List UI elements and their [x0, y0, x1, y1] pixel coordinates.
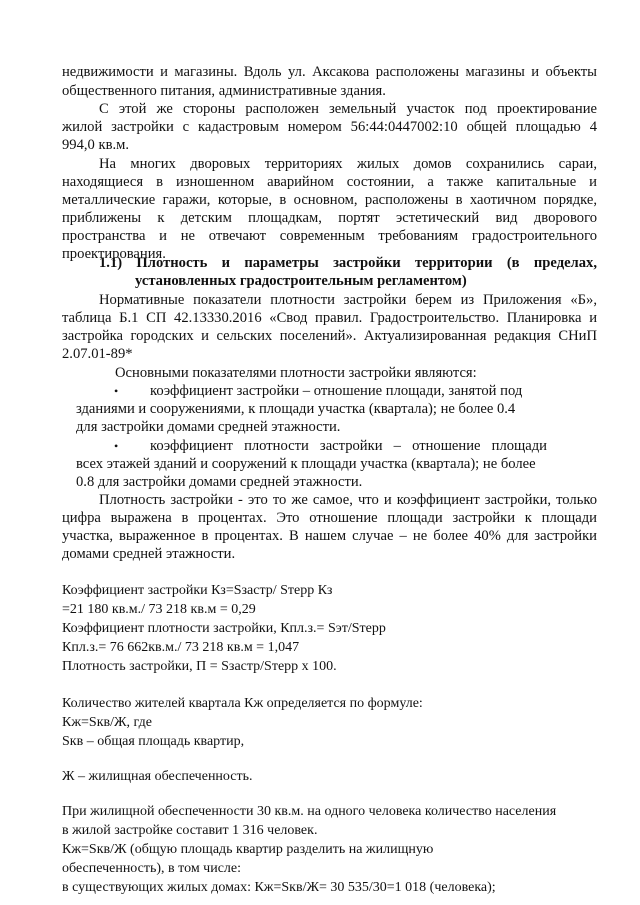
text-line: проектирования.	[62, 246, 166, 262]
text-line: Количество жителей квартала Кж определяется по формуле:	[62, 696, 423, 711]
text-line: 2.07.01-89*	[62, 346, 133, 362]
text-line: недвижимости и магазины. Вдоль ул. Аксакова расположены магазины и объекты	[62, 64, 597, 80]
text-line: 994,0 кв.м.	[62, 137, 129, 153]
text-line: застройка городских и сельских поселений». Актуализированная редакция СНиП	[62, 328, 597, 344]
text-line: Нормативные показатели плотности застройки берем из Приложения «Б»,	[99, 292, 597, 308]
text-line: приближены к детским площадкам, портят эстетический вид дворового	[62, 210, 597, 226]
section-heading: установленных градостроительным регламентом)	[135, 273, 467, 289]
list-item-line: коэффициент плотности застройки – отношение площади	[150, 438, 547, 454]
text-line: С этой же стороны расположен земельный участок под проектирование	[99, 101, 597, 117]
text-line: в существующих жилых домах: Кж=Sкв/Ж= 30 535/30=1 018 (человека);	[62, 880, 496, 895]
formula-line: Кпл.з.= 76 662кв.м./ 73 218 кв.м = 1,047	[62, 640, 300, 655]
text-line: пространства и не отвечают современным требованиям градостроительного	[62, 228, 597, 244]
section-heading: 1.1) Плотность и параметры застройки территории (в пределах,	[99, 255, 597, 271]
list-item-line: коэффициент застройки – отношение площади, занятой под	[150, 383, 523, 399]
list-item-line: зданиями и сооружениями, к площади участка (квартала); не более 0.4	[76, 401, 516, 417]
bullet-point: •	[114, 384, 119, 398]
formula-line: =21 180 кв.м./ 73 218 кв.м = 0,29	[62, 602, 256, 617]
text-line: Кж=Sкв/Ж (общую площадь квартир разделить на жилищную	[62, 842, 434, 857]
list-item-line: для застройки домами средней этажности.	[76, 419, 341, 435]
list-item-line: всех этажей зданий и сооружений к площади участка (квартала); не более	[76, 456, 536, 472]
text-line: На многих дворовых территориях жилых домов сохранились сараи,	[99, 156, 597, 172]
text-line: таблица Б.1 СП 42.13330.2016 «Свод правил. Градостроительство. Планировка и	[62, 310, 597, 326]
text-line: жилой застройки с кадастровым номером 56:44:0447002:10 общей площадью 4	[62, 119, 597, 135]
text-line: Основными показателями плотности застройки являются:	[115, 365, 477, 381]
formula-line: Коэффициент застройки Кз=Sзастр/ Sтерр Кз	[62, 583, 333, 598]
text-line: Sкв – общая площадь квартир,	[62, 734, 245, 749]
text-line: При жилищной обеспеченности 30 кв.м. на одного человека количество населения	[62, 804, 557, 819]
text-line: цифра выражена в процентах. Это отношение площади застройки к площади	[62, 510, 597, 526]
bullet-point: •	[114, 439, 119, 453]
text-line: металлические гаражи, которые, в основном, расположены в хаотичном порядке,	[62, 192, 597, 208]
formula-line: Коэффициент плотности застройки, Кпл.з.= Sэт/Sтерр	[62, 621, 386, 636]
text-line: Кж=Sкв/Ж, где	[62, 715, 152, 730]
text-line: Ж – жилищная обеспеченность.	[62, 769, 253, 784]
formula-line: Плотность застройки, П = Sзастр/Sтерр х 100.	[62, 659, 337, 674]
text-line: общественного питания, административные здания.	[62, 83, 386, 99]
text-line: участка, выраженное в процентах. В нашем случае – не более 40% для застройки	[62, 528, 597, 544]
list-item-line: 0.8 для застройки домами средней этажности.	[76, 474, 363, 490]
text-line: обеспеченность), в том числе:	[62, 861, 242, 876]
text-line: домами средней этажности.	[62, 546, 236, 562]
text-line: находящиеся в изношенном аварийном состоянии, а также капитальные и	[62, 174, 597, 190]
text-line: Плотность застройки - это то же самое, что и коэффициент застройки, только	[99, 492, 597, 508]
text-line: в жилой застройке составит 1 316 человек.	[62, 823, 318, 838]
